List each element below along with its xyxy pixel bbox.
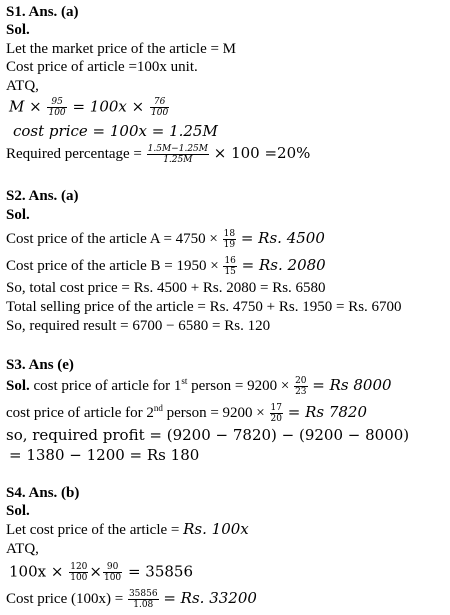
s4-sol-label: Sol. [6, 503, 30, 519]
s3-line: cost price of article for 2nd person = 9200 × $\frac{17}{20}$ = Rs 7820 [6, 403, 368, 425]
s3-line: so, required profit = (9200 − 7820) − (9200 − 8000) [6, 426, 410, 444]
s3-line: Sol. cost price of article for 1st person = 9200 × $\frac{20}{23}$ = Rs 8000 [6, 376, 392, 398]
s4-title: S4. Ans. (b) [6, 485, 80, 501]
s2-sol-label: Sol. [6, 207, 30, 223]
s4-line: Let cost price of the article = Rs. 100x [6, 520, 249, 538]
s4-atq: ATQ, [6, 541, 39, 557]
s2-line: So, required result = 6700 − 6580 = Rs. 120 [6, 318, 271, 334]
s4-cost-price: Cost price (100x) = $\frac{35856}{1.08}$ = Rs. 33200 [6, 589, 257, 611]
s1-cost-price: cost price = 100x = 1.25M [13, 122, 218, 140]
s3-line: = 1380 − 1200 = Rs 180 [9, 446, 200, 464]
s1-title: S1. Ans. (a) [6, 4, 79, 20]
s1-equation: M × $\frac{95}{100}$ = 100x × $\frac{76}{100}$ [9, 97, 169, 118]
s4-equation: 100x × $\frac{120}{100}$ × $\frac{90}{100}$ = 35856 [9, 562, 194, 583]
s3-title: S3. Ans (e) [6, 357, 74, 373]
s2-article-b: Cost price of the article B = 1950 × $\frac{16}{15}$ = Rs. 2080 [6, 256, 326, 278]
s2-article-a: Cost price of the article A = 4750 × $\frac{18}{19}$ = Rs. 4500 [6, 229, 325, 251]
s2-title: S2. Ans. (a) [6, 188, 79, 204]
s1-required-percentage: Required percentage = $\frac{1.5M-1.25M}{1.25M}$ × 100 =20% [6, 144, 311, 166]
s2-line: So, total cost price = Rs. 4500 + Rs. 2080 = Rs. 6580 [6, 280, 326, 296]
s2-line: Total selling price of the article = Rs. 4750 + Rs. 1950 = Rs. 6700 [6, 299, 402, 315]
s1-line: Cost price of article =100x unit. [6, 59, 198, 75]
s1-sol-label: Sol. [6, 22, 30, 38]
s1-atq: ATQ, [6, 78, 39, 94]
s1-line: Let the market price of the article = M [6, 41, 237, 57]
